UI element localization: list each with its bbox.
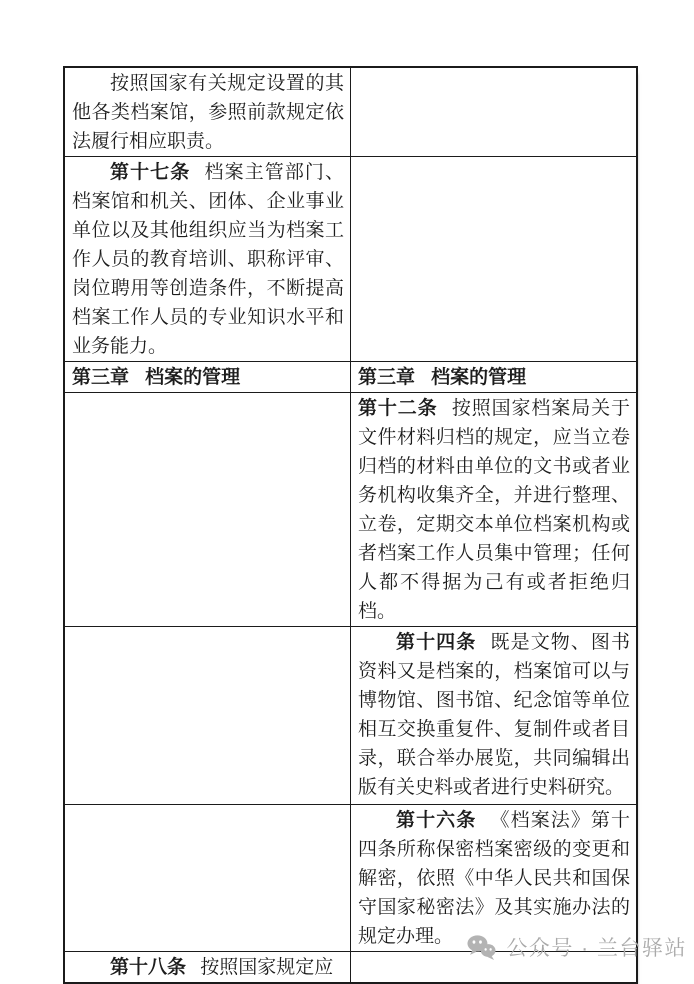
table-cell-left (64, 805, 351, 952)
article-text: 按照国家规定应 (200, 957, 334, 978)
table-row (64, 67, 637, 157)
table-cell-left (64, 952, 351, 984)
table-cell-right (351, 393, 638, 627)
law-comparison-table (63, 66, 638, 984)
chapter-heading-left (64, 362, 351, 393)
article-text: 《档案法》第十四条所称保密档案密级的变更和解密，依照《中华人民共和国保守国家秘密法》及其实施办法的规定办理。 (358, 810, 630, 947)
table-cell-right (351, 627, 638, 805)
chapter-number: 第三章 (358, 367, 416, 388)
table-row (64, 393, 637, 627)
table-row (64, 627, 637, 805)
article-number: 第十二条 (358, 398, 438, 419)
table-row (64, 805, 637, 952)
chapter-heading-right (351, 362, 638, 393)
table-cell-right (351, 67, 638, 157)
footer-watermark (466, 931, 687, 963)
article-number: 第十八条 (110, 957, 187, 978)
article-text: 既是文物、图书资料又是档案的，档案馆可以与博物馆、图书馆、纪念馆等单位相互交换重复件、复制件或者目录，联合举办展览，共同编辑出版有关史料或者进行史料研究。 (358, 632, 630, 798)
footer-label: 公众号 · 兰台驿站 (506, 937, 687, 960)
table-row (64, 362, 637, 393)
article-number: 第十四条 (396, 632, 477, 653)
table-cell-left (64, 627, 351, 805)
article-text: 按照国家档案局关于文件材料归档的规定，应当立卷归档的材料由单位的文书或者业务机构收集齐全，并进行整理、立卷，定期交本单位档案机构或者档案工作人员集中管理；任何人都不得据为己有或者拒绝归档。 (358, 398, 630, 622)
table-row (64, 157, 637, 362)
table-cell-right (351, 805, 638, 952)
chapter-title: 档案的管理 (145, 367, 241, 388)
article-number: 第十七条 (110, 162, 191, 183)
article-number: 第十六条 (396, 810, 477, 831)
table-cell-left (64, 67, 351, 157)
wechat-icon (466, 934, 497, 961)
article-text: 档案主管部门、档案馆和机关、团体、企业事业单位以及其他组织应当为档案工作人员的教育培训、职称评审、岗位聘用等创造条件，不断提高档案工作人员的专业知识水平和业务能力。 (72, 162, 344, 357)
chapter-title: 档案的管理 (431, 367, 527, 388)
table-cell-right (351, 157, 638, 362)
article-text: 按照国家有关规定设置的其他各类档案馆，参照前款规定依法履行相应职责。 (72, 73, 344, 152)
table-cell-left (64, 157, 351, 362)
chapter-number: 第三章 (72, 367, 130, 388)
table-cell-left (64, 393, 351, 627)
